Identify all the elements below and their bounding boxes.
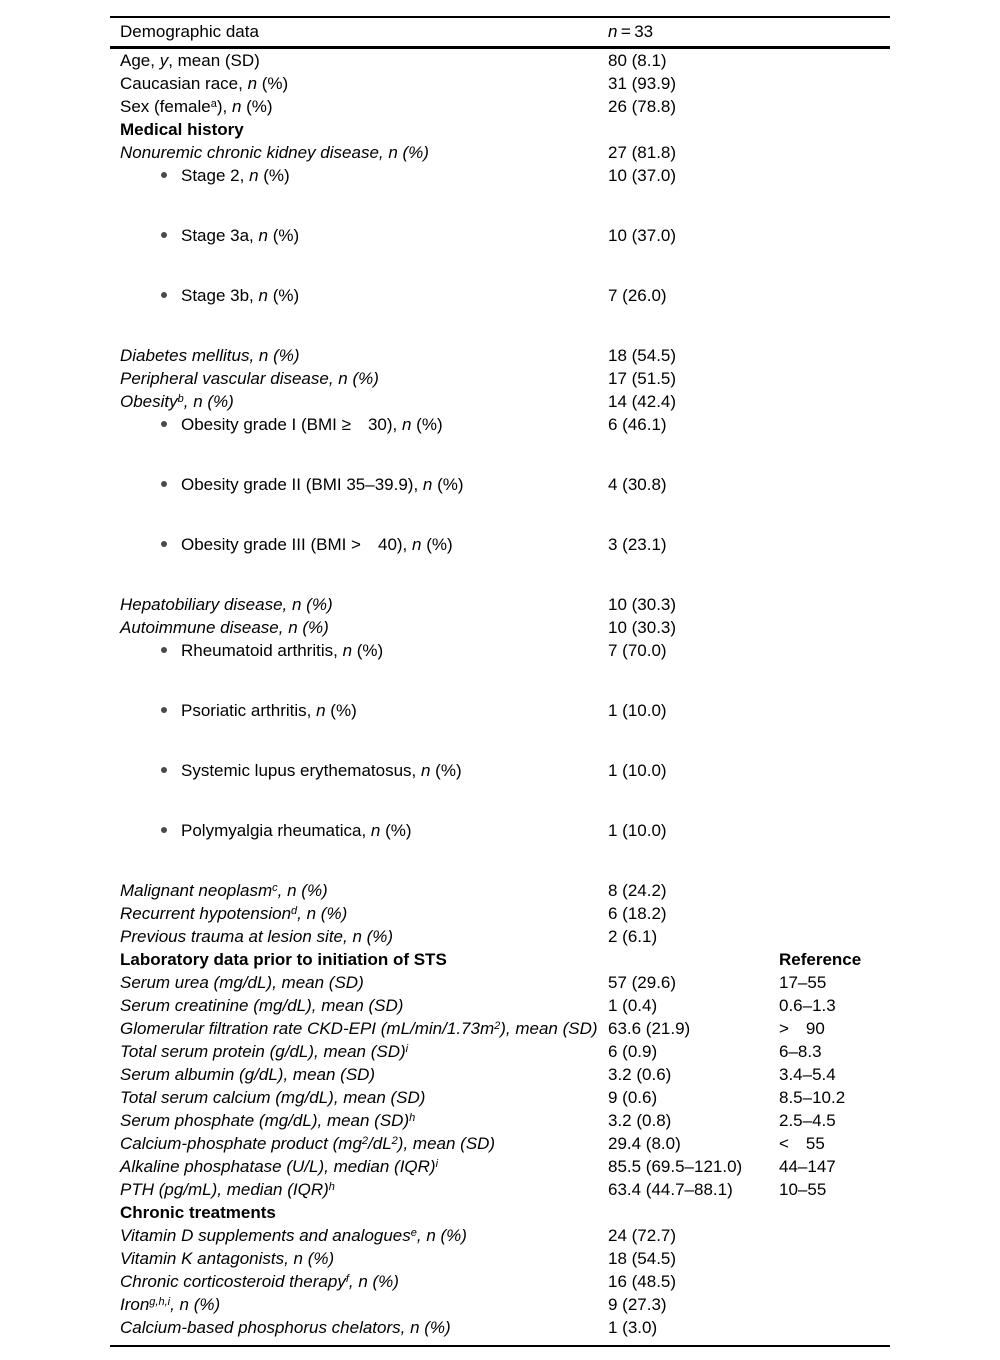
row-value: 2 (6.1)	[608, 927, 658, 946]
row-label: Caucasian race, n (%)	[120, 74, 289, 93]
row-label: Peripheral vascular disease, n (%)	[120, 369, 379, 388]
row-label: Total serum calcium (mg/dL), mean (SD)	[120, 1088, 426, 1107]
row-label	[110, 819, 608, 842]
row-value: 3.2 (0.8)	[608, 1111, 672, 1130]
row-value: 4 (30.8)	[608, 475, 667, 494]
table-row	[110, 72, 890, 95]
row-value: 3 (23.1)	[608, 535, 667, 554]
row-label	[110, 533, 608, 556]
row-value: 10 (37.0)	[608, 166, 677, 185]
row-value: 9 (0.6)	[608, 1088, 658, 1107]
table-row	[110, 902, 890, 925]
row-label-text: Obesity grade III (BMI > 40), n (%)	[181, 535, 453, 554]
row-value: 10 (30.3)	[608, 618, 677, 637]
row-value: 27 (81.8)	[608, 143, 677, 162]
row-reference: 17–55	[779, 973, 827, 992]
table-row	[110, 1178, 890, 1201]
row-reference: 10–55	[779, 1180, 827, 1199]
row-label: Chronic treatments	[120, 1203, 276, 1222]
row-label	[110, 473, 608, 496]
row-value: 6 (18.2)	[608, 904, 667, 923]
column-header-demographic-data: Demographic data	[120, 22, 259, 41]
row-label: Glomerular filtration rate CKD-EPI $(mL/\min/1.73m^2)$, mean (SD)	[120, 1019, 598, 1038]
table-row	[110, 1109, 890, 1132]
table-header-row	[110, 18, 890, 49]
row-value: 7 (70.0)	[608, 641, 667, 660]
table-row	[110, 1316, 890, 1339]
table-row	[110, 1017, 890, 1040]
row-value: 10 (30.3)	[608, 595, 677, 614]
row-label: Recurrent hypotension$^d$, n (%)	[120, 904, 348, 923]
row-value: 8 (24.2)	[608, 881, 667, 900]
row-value: 1 (0.4)	[608, 996, 658, 1015]
row-value: 63.4 (44.7–88.1)	[608, 1180, 733, 1199]
row-label-text: Systemic lupus erythematosus, n (%)	[181, 761, 462, 780]
row-value: 85.5 (69.5–121.0)	[608, 1157, 743, 1176]
row-value: 26 (78.8)	[608, 97, 677, 116]
bullet-icon	[161, 541, 167, 547]
row-label: Alkaline phosphatase (U/L), median (IQR)$^i$	[120, 1157, 439, 1176]
row-label: PTH (pg/mL), median (IQR)$^h$	[120, 1180, 335, 1199]
row-value: 1 (10.0)	[608, 761, 667, 780]
table-row	[110, 390, 890, 413]
table-row	[110, 819, 890, 879]
table-row	[110, 994, 890, 1017]
bullet-icon	[161, 172, 167, 178]
row-value: 7 (26.0)	[608, 286, 667, 305]
row-reference: Reference	[779, 950, 862, 969]
row-reference: > 90	[779, 1019, 825, 1038]
table-row	[110, 593, 890, 616]
table-row	[110, 948, 890, 971]
row-label: Calcium-based phosphorus chelators, n (%)	[120, 1318, 451, 1337]
row-value: 80 (8.1)	[608, 51, 667, 70]
row-label-text: Rheumatoid arthritis, n (%)	[181, 641, 384, 660]
row-value: 24 (72.7)	[608, 1226, 677, 1245]
table-row	[110, 164, 890, 224]
bullet-icon	[161, 421, 167, 427]
row-value: 1 (10.0)	[608, 821, 667, 840]
row-label-text: Stage 3a, n (%)	[181, 226, 300, 245]
row-reference: 3.4–5.4	[779, 1065, 836, 1084]
row-label: Vitamin D supplements and analogues$^e$, n (%)	[120, 1226, 467, 1245]
table-row	[110, 1040, 890, 1063]
table-row	[110, 1086, 890, 1109]
table-row	[110, 367, 890, 390]
row-value: 29.4 (8.0)	[608, 1134, 681, 1153]
row-label	[110, 699, 608, 722]
row-value: 16 (48.5)	[608, 1272, 677, 1291]
row-label	[110, 413, 608, 436]
row-label	[110, 224, 608, 247]
row-value: 14 (42.4)	[608, 392, 677, 411]
table-row	[110, 616, 890, 639]
bullet-icon	[161, 707, 167, 713]
row-reference: 44–147	[779, 1157, 836, 1176]
row-label: Previous trauma at lesion site, n (%)	[120, 927, 394, 946]
table-row	[110, 759, 890, 819]
row-value: 9 (27.3)	[608, 1295, 667, 1314]
table-row	[110, 1063, 890, 1086]
row-label: Calcium-phosphate product $(mg^2/dL^2)$, mean (SD)	[120, 1134, 496, 1153]
row-label-text: Obesity grade II (BMI 35–39.9), n (%)	[181, 475, 464, 494]
row-value: 63.6 (21.9)	[608, 1019, 691, 1038]
row-value: 10 (37.0)	[608, 226, 677, 245]
table-row	[110, 1132, 890, 1155]
table-row	[110, 1224, 890, 1247]
table-row	[110, 95, 890, 118]
row-label: Age, y, mean (SD)	[120, 51, 260, 70]
row-value: 6 (46.1)	[608, 415, 667, 434]
row-label: Medical history	[120, 120, 244, 139]
table-row	[110, 344, 890, 367]
row-label: Malignant neoplasm$^c$, n (%)	[120, 881, 328, 900]
row-label: Laboratory data prior to initiation of STS	[120, 950, 447, 969]
row-value: 57 (29.6)	[608, 973, 677, 992]
row-label: Serum creatinine (mg/dL), mean (SD)	[120, 996, 404, 1015]
table-row	[110, 699, 890, 759]
row-reference: 0.6–1.3	[779, 996, 836, 1015]
row-label: Vitamin K antagonists, n (%)	[120, 1249, 335, 1268]
table-bottom-rule	[110, 1345, 890, 1347]
table-body	[110, 49, 890, 1339]
bullet-icon	[161, 292, 167, 298]
table-row	[110, 284, 890, 344]
row-value: 6 (0.9)	[608, 1042, 658, 1061]
row-value: 1 (3.0)	[608, 1318, 658, 1337]
row-reference: 6–8.3	[779, 1042, 822, 1061]
row-value: 18 (54.5)	[608, 346, 677, 365]
bullet-icon	[161, 827, 167, 833]
table-row	[110, 1201, 890, 1224]
row-label-text: Stage 3b, n (%)	[181, 286, 300, 305]
row-reference: < 55	[779, 1134, 825, 1153]
row-label: Chronic corticosteroid therapy$^f$, n (%)	[120, 1272, 399, 1291]
bullet-icon	[161, 232, 167, 238]
table-row	[110, 879, 890, 902]
table-row	[110, 1247, 890, 1270]
row-label-text: Obesity grade I (BMI ≥ 30), n (%)	[181, 415, 443, 434]
column-header-n: n = 33	[608, 22, 654, 41]
table-row	[110, 118, 890, 141]
table-row	[110, 49, 890, 72]
row-label	[110, 639, 608, 662]
table-row	[110, 473, 890, 533]
row-label	[110, 284, 608, 307]
row-reference: 2.5–4.5	[779, 1111, 836, 1130]
table-row	[110, 533, 890, 593]
bullet-icon	[161, 481, 167, 487]
row-value: 1 (10.0)	[608, 701, 667, 720]
table-row	[110, 224, 890, 284]
row-value: 3.2 (0.6)	[608, 1065, 672, 1084]
table-row	[110, 1155, 890, 1178]
row-label: Total serum protein (g/dL), mean (SD)$^i$	[120, 1042, 409, 1061]
demographics-table	[110, 16, 890, 1347]
bullet-icon	[161, 647, 167, 653]
row-label-text: Stage 2, n (%)	[181, 166, 290, 185]
row-value: 18 (54.5)	[608, 1249, 677, 1268]
row-reference: 8.5–10.2	[779, 1088, 846, 1107]
table-row	[110, 971, 890, 994]
row-label-text: Psoriatic arthritis, n (%)	[181, 701, 357, 720]
table-row	[110, 639, 890, 699]
table-row	[110, 141, 890, 164]
row-label: Nonuremic chronic kidney disease, n (%)	[120, 143, 429, 162]
row-label: Serum phosphate (mg/dL), mean (SD)$^h$	[120, 1111, 416, 1130]
row-label: Sex (female$^a$), n (%)	[120, 97, 273, 116]
row-value: 17 (51.5)	[608, 369, 677, 388]
row-label: Autoimmune disease, n (%)	[120, 618, 329, 637]
row-label: Obesity$^b$, n (%)	[120, 392, 234, 411]
bullet-icon	[161, 767, 167, 773]
row-value: 31 (93.9)	[608, 74, 677, 93]
row-label: Hepatobiliary disease, n (%)	[120, 595, 333, 614]
row-label	[110, 759, 608, 782]
table-row	[110, 1293, 890, 1316]
table-row	[110, 1270, 890, 1293]
row-label: Iron$^{g,h,i}$, n (%)	[120, 1295, 221, 1314]
row-label-text: Polymyalgia rheumatica, n (%)	[181, 821, 412, 840]
row-label: Serum urea (mg/dL), mean (SD)	[120, 973, 364, 992]
table-row	[110, 925, 890, 948]
table-row	[110, 413, 890, 473]
row-label: Diabetes mellitus, n (%)	[120, 346, 300, 365]
row-label	[110, 164, 608, 187]
row-label: Serum albumin (g/dL), mean (SD)	[120, 1065, 376, 1084]
